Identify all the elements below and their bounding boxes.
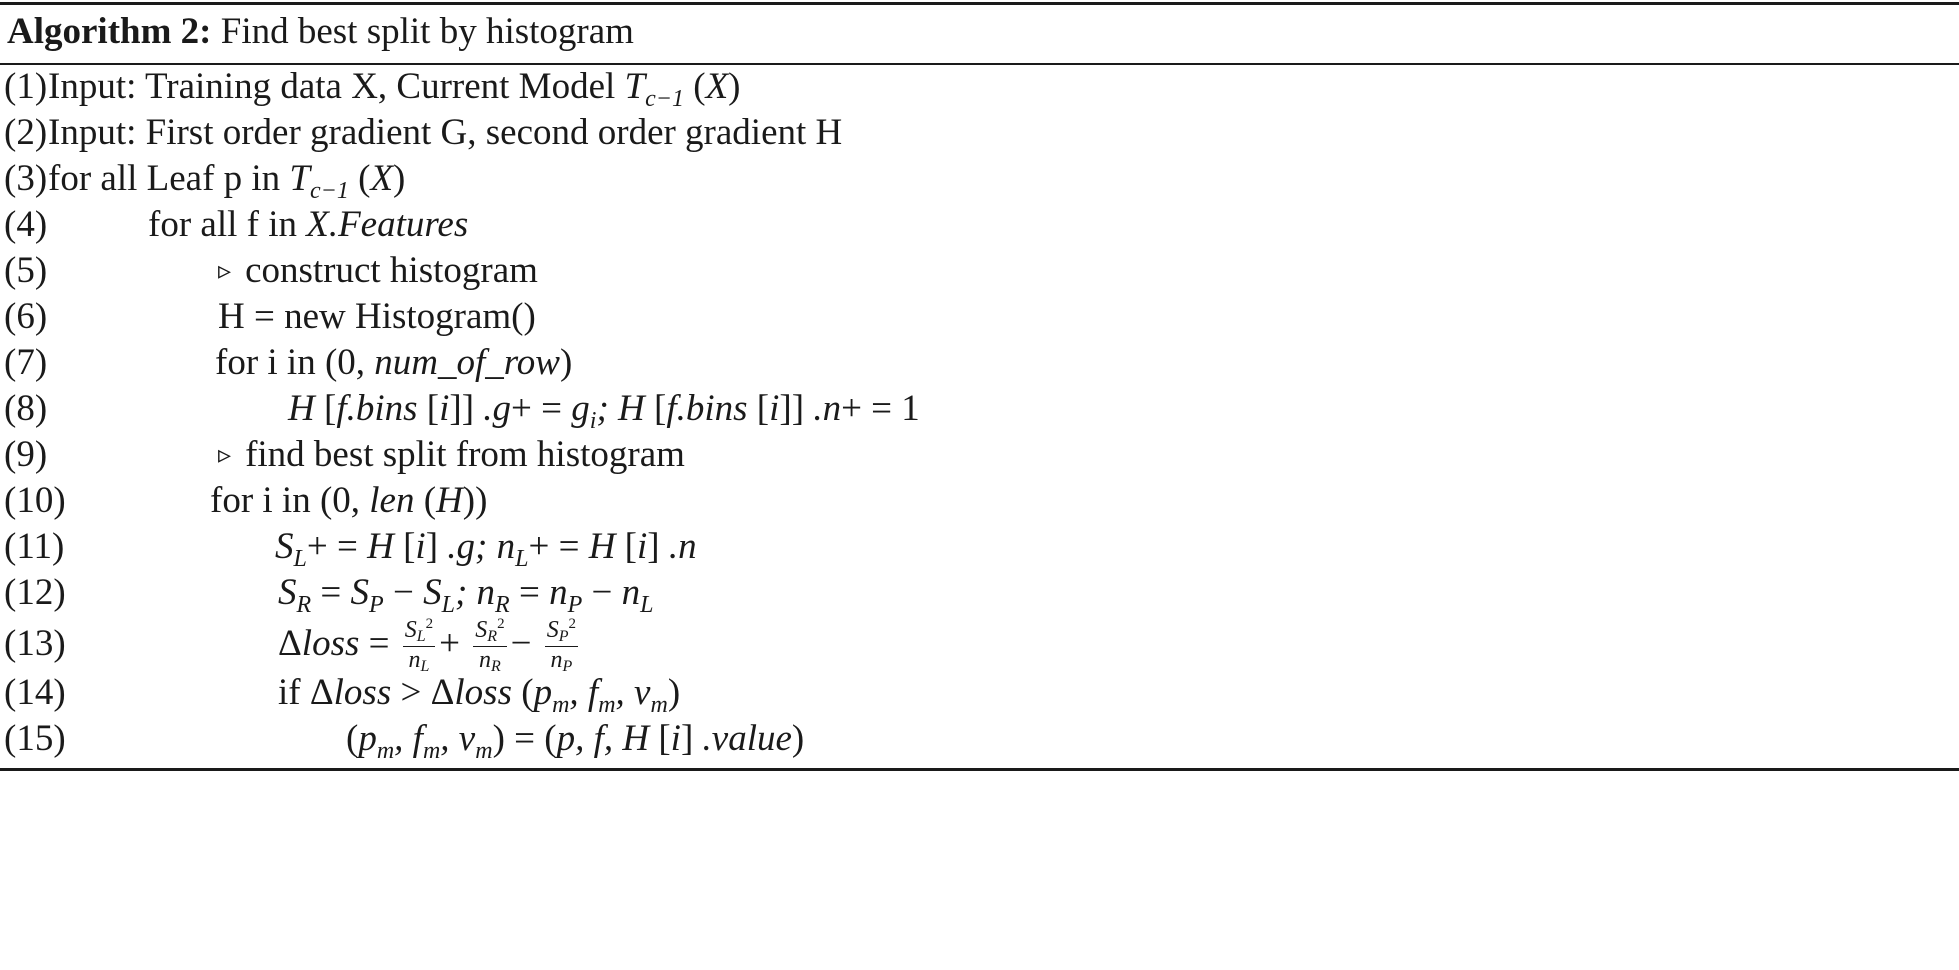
line-content	[210, 476, 487, 526]
row-range-expression: (0, num_of_row)	[324, 342, 573, 383]
algorithm-name: Find best split by histogram	[220, 11, 634, 52]
algorithm-title	[7, 10, 634, 54]
line-content	[148, 200, 468, 250]
left-sum-expression: $S_L+ = H$ [i] .g; $n_L+ = H$ [i] .n	[275, 526, 697, 572]
comment-triangle-icon: ▹	[218, 440, 232, 469]
line-number: (15)	[4, 718, 66, 759]
algorithm-label: Algorithm 2:	[7, 11, 212, 52]
model-expression: $T_{c-1}$ (X)	[289, 158, 406, 204]
line-number: (8)	[4, 388, 48, 429]
line-number: (6)	[4, 296, 48, 337]
histogram-update-expression: H [f.bins [i]] $.g+ = g_i$; H [f.bins [i]] .n+ = 1	[288, 388, 920, 434]
line-text: Input: Training data X, Current Model	[48, 66, 616, 107]
line-number: (1)	[4, 66, 48, 107]
condition-expression: Δloss > Δloss ($p_m$, $f_m$, $v_m$)	[309, 672, 681, 718]
line-text: for all f in	[148, 204, 297, 245]
bottom-rule	[0, 768, 1959, 771]
delta-loss-expression: Δloss = $\frac{SL^2}{nL}$ + $\frac{SR^2}{nR}$ − $\frac{SP^2}{nP}$	[278, 616, 576, 676]
line-text: H = new Histogram()	[218, 296, 536, 337]
line-number: (4)	[4, 204, 48, 245]
comment-triangle-icon: ▹	[218, 256, 232, 285]
line-text: find best split from histogram	[245, 434, 685, 475]
top-rule	[0, 2, 1959, 5]
line-number: (11)	[4, 526, 65, 567]
line-number: (5)	[4, 250, 48, 291]
histogram-range-expression: (0, len (H))	[319, 480, 488, 521]
line-number: (14)	[4, 672, 66, 713]
line-number: (12)	[4, 572, 66, 613]
features-expression: X.Features	[306, 204, 469, 245]
line-number: (9)	[4, 434, 48, 475]
model-expression: $T_{c-1}$ (X)	[624, 66, 741, 112]
line-text: for all Leaf p in	[48, 158, 281, 199]
line-number: (7)	[4, 342, 48, 383]
line-number: (13)	[4, 623, 66, 664]
line-number: (2)	[4, 112, 48, 153]
line-number: (3)	[4, 158, 48, 199]
line-text: Input: First order gradient G, second order gradient H	[48, 112, 843, 153]
line-text: construct histogram	[245, 250, 538, 291]
line-text: if	[278, 672, 301, 713]
line-content	[215, 338, 572, 388]
line-number: (10)	[4, 480, 66, 521]
line-text: for i in	[215, 342, 316, 383]
assignment-expression: ($p_m$, $f_m$, $v_m) = (p$, f, H [i] .value)	[346, 718, 805, 764]
line-text: for i in	[210, 480, 311, 521]
right-sum-expression: $S_R = S_P - S_L$; $n_R = n_P - n_L$	[278, 572, 654, 618]
